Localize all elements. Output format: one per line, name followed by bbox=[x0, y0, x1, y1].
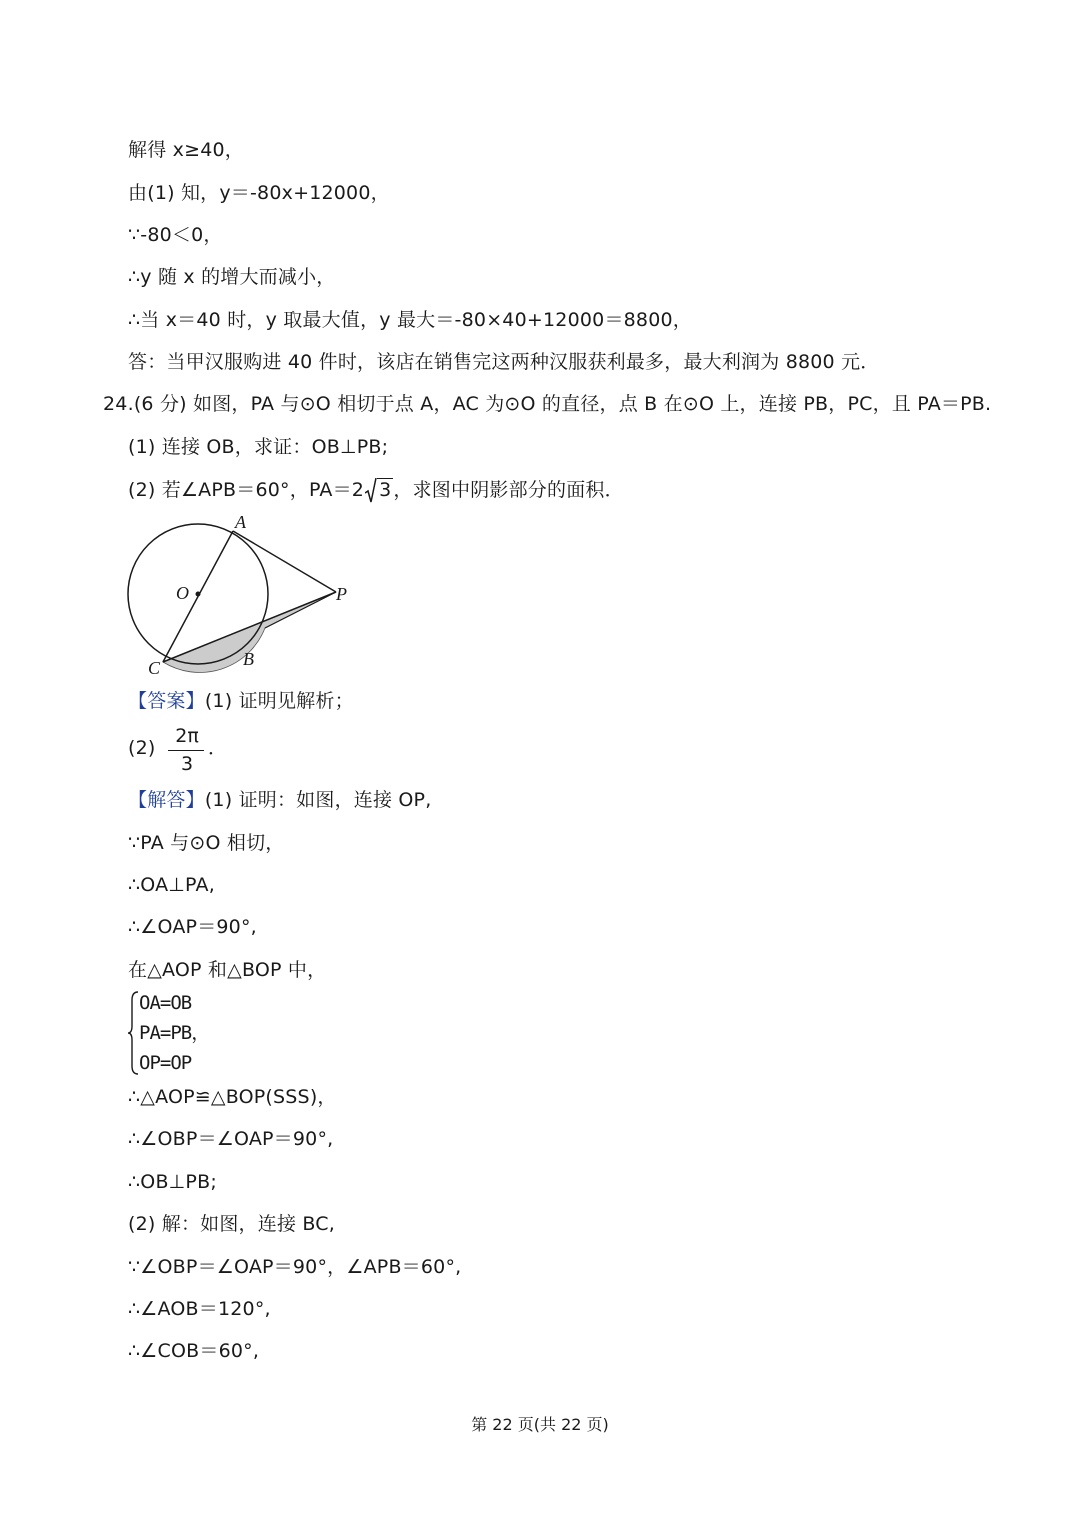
label-a: A bbox=[235, 512, 246, 532]
solution-line: 解得 x≥40， bbox=[128, 139, 244, 161]
solution-line: 在△AOP 和△BOP 中， bbox=[128, 959, 327, 981]
label-p: P bbox=[336, 584, 347, 604]
solution-line: (2) 解：如图，连接 BC, bbox=[128, 1213, 335, 1235]
answer-line-2-prefix: (2) bbox=[128, 737, 156, 759]
answer-line-2-suffix: ． bbox=[208, 737, 228, 759]
question-24-part-2-text: (2) 若∠APB＝60°，PA＝2 bbox=[128, 479, 365, 501]
question-24-statement: 24.(6 分) 如图，PA 与⊙O 相切于点 A，AC 为⊙O 的直径，点 B 在⊙O 上，连接 PB，PC，且 PA＝PB. bbox=[103, 393, 992, 415]
equation-row: OP=OP bbox=[139, 1052, 192, 1074]
solution-line: ∴OB⊥PB; bbox=[128, 1171, 217, 1193]
equation-row: PA=PB， bbox=[139, 1022, 210, 1044]
solution-tag: 【解答】 bbox=[128, 789, 205, 811]
label-o: O bbox=[176, 583, 189, 603]
geometry-figure bbox=[122, 512, 362, 682]
radical-sign-icon bbox=[365, 478, 377, 504]
answer-statement: 答：当甲汉服购进 40 件时，该店在销售完这两种汉服获利最多，最大利润为 8800 元． bbox=[128, 351, 880, 373]
sqrt-expression bbox=[365, 477, 393, 503]
question-24-part-1: (1) 连接 OB，求证：OB⊥PB; bbox=[128, 436, 389, 458]
answer-line-1 bbox=[128, 688, 354, 714]
solution-line: 由(1) 知，y＝-80x+12000， bbox=[128, 182, 390, 204]
solution-line: ∵PA 与⊙O 相切， bbox=[128, 832, 285, 854]
solution-line: ∴当 x＝40 时，y 取最大值，y 最大＝-80×40+12000＝8800， bbox=[128, 309, 693, 331]
solution-heading-line bbox=[128, 787, 431, 813]
solution-1-text: (1) 证明：如图，连接 OP, bbox=[204, 789, 432, 811]
equation-row: OA=OB bbox=[139, 992, 192, 1014]
solution-line: ∴∠OBP＝∠OAP＝90°, bbox=[128, 1128, 334, 1150]
fraction-denominator: 3 bbox=[180, 753, 194, 775]
solution-line: ∴∠AOB＝120°, bbox=[128, 1298, 271, 1320]
question-24-part-2-tail: ，求图中阴影部分的面积． bbox=[393, 479, 624, 501]
solution-line: ∴∠OAP＝90°, bbox=[128, 916, 257, 938]
sqrt-radicand: 3 bbox=[379, 479, 392, 501]
solution-line: ∵∠OBP＝∠OAP＝90°，∠APB＝60°, bbox=[128, 1256, 462, 1278]
label-c: C bbox=[148, 658, 161, 678]
question-24-part-2 bbox=[128, 477, 624, 503]
answer-1-text: (1) 证明见解析； bbox=[204, 690, 354, 712]
solution-line: ∵-80＜0， bbox=[128, 224, 223, 246]
segment-pb bbox=[265, 592, 336, 628]
fraction-bar bbox=[168, 750, 204, 751]
answer-tag: 【答案】 bbox=[128, 690, 205, 712]
solution-line: ∴∠COB＝60°, bbox=[128, 1340, 260, 1362]
equation-system bbox=[128, 990, 238, 1076]
label-b: B bbox=[243, 649, 254, 669]
center-point-o bbox=[196, 592, 201, 597]
answer-fraction bbox=[166, 724, 208, 776]
solution-line: ∴△AOP≌△BOP(SSS)， bbox=[128, 1086, 337, 1108]
fraction-numerator: 2π bbox=[175, 725, 199, 747]
page-footer: 第 22 页(共 22 页) bbox=[471, 1415, 609, 1434]
solution-line: ∴y 随 x 的增大而减小， bbox=[128, 266, 336, 288]
solution-line: ∴OA⊥PA, bbox=[128, 874, 215, 896]
tangent-pa bbox=[233, 531, 336, 592]
